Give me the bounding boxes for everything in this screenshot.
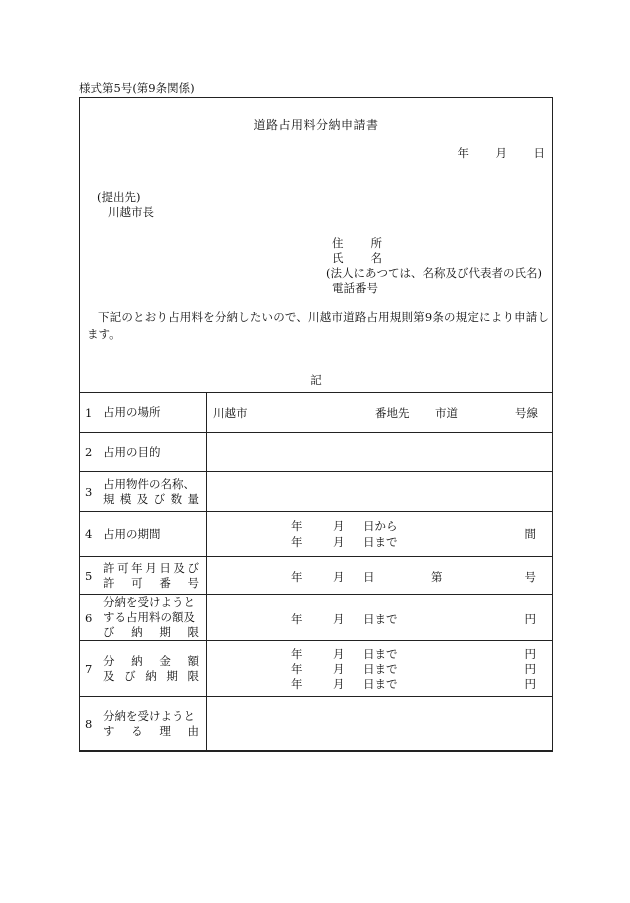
details-table — [79, 392, 553, 752]
date-year: 年 — [457, 146, 469, 160]
application-form — [79, 97, 553, 751]
installment-field[interactable]: 年 月 日まで 円 年 月 日まで 円 年 月 日まで 円 — [207, 641, 553, 697]
addressee — [97, 190, 154, 220]
row-label: 占用の場所 — [103, 405, 161, 419]
row-label: 占用物件の名称、 規 模 及 び 数 量 — [103, 476, 199, 506]
form-title: 道路占用料分納申請書 — [253, 118, 379, 132]
application-date[interactable] — [458, 145, 546, 161]
row-label: 分納を受けようと す る 理 由 — [103, 709, 199, 738]
table-row: 1 占用の場所 川越市 番地先 市道 号線 — [80, 393, 553, 433]
location-field[interactable]: 川越市 番地先 市道 号線 — [207, 393, 553, 433]
object-details-field[interactable] — [207, 472, 553, 512]
table-row: 4 占用の期間 年 月 日から 年 月 日まで 間 — [80, 512, 553, 557]
permit-field[interactable]: 年 月 日 第 号 — [207, 557, 553, 595]
table-row: 8 分納を受けようと す る 理 由 — [80, 697, 553, 752]
phone-field[interactable]: 電話番号 — [332, 281, 378, 295]
row-label: 分納を受けようと する占用料の額及 び 納 期 限 — [103, 595, 199, 639]
row-label: 占用の目的 — [103, 444, 161, 459]
table-row: 3 占用物件の名称、 規 模 及 び 数 量 — [80, 472, 553, 512]
period-field[interactable]: 年 月 日から 年 月 日まで 間 — [207, 512, 553, 557]
request-statement: 下記のとおり占用料を分納したいので、川越市道路占用規則第9条の規定により申請します。 — [87, 310, 549, 341]
form-number-label: 様式第5号(第9条関係) — [79, 81, 195, 95]
row-label: 許 可 年 月 日 及 び 許 可 番 号 — [103, 560, 199, 590]
addressee-name: 川越市長 — [108, 205, 154, 219]
fee-amount-field[interactable]: 年 月 日まで 円 — [207, 595, 553, 641]
row-label: 分 納 金 額 及 び 納 期 限 — [103, 653, 199, 683]
ki-heading: 記 — [310, 373, 322, 387]
form-header — [80, 98, 552, 392]
name-field[interactable]: 氏 名 — [332, 251, 382, 265]
address-field[interactable]: 住 所 — [332, 236, 382, 250]
table-row: 7 分 納 金 額 及 び 納 期 限 年 月 日まで 円 年 月 日まで 円 年 月 日まで 円 — [80, 641, 553, 697]
addressee-heading: (提出先) — [97, 190, 141, 204]
date-month: 月 — [495, 146, 507, 160]
corporation-note: (法人にあつては、名称及び代表者の氏名) — [326, 266, 542, 280]
table-row: 2 占用の目的 — [80, 433, 553, 472]
table-row: 5 許 可 年 月 日 及 び 許 可 番 号 年 月 日 第 号 — [80, 557, 553, 595]
reason-field[interactable] — [207, 697, 553, 752]
applicant-block — [326, 236, 542, 296]
purpose-field[interactable] — [207, 433, 553, 472]
row-label: 占用の期間 — [103, 526, 161, 541]
table-row: 6 分納を受けようと する占用料の額及 び 納 期 限 年 月 日まで 円 — [80, 595, 553, 641]
date-day: 日 — [533, 146, 545, 160]
